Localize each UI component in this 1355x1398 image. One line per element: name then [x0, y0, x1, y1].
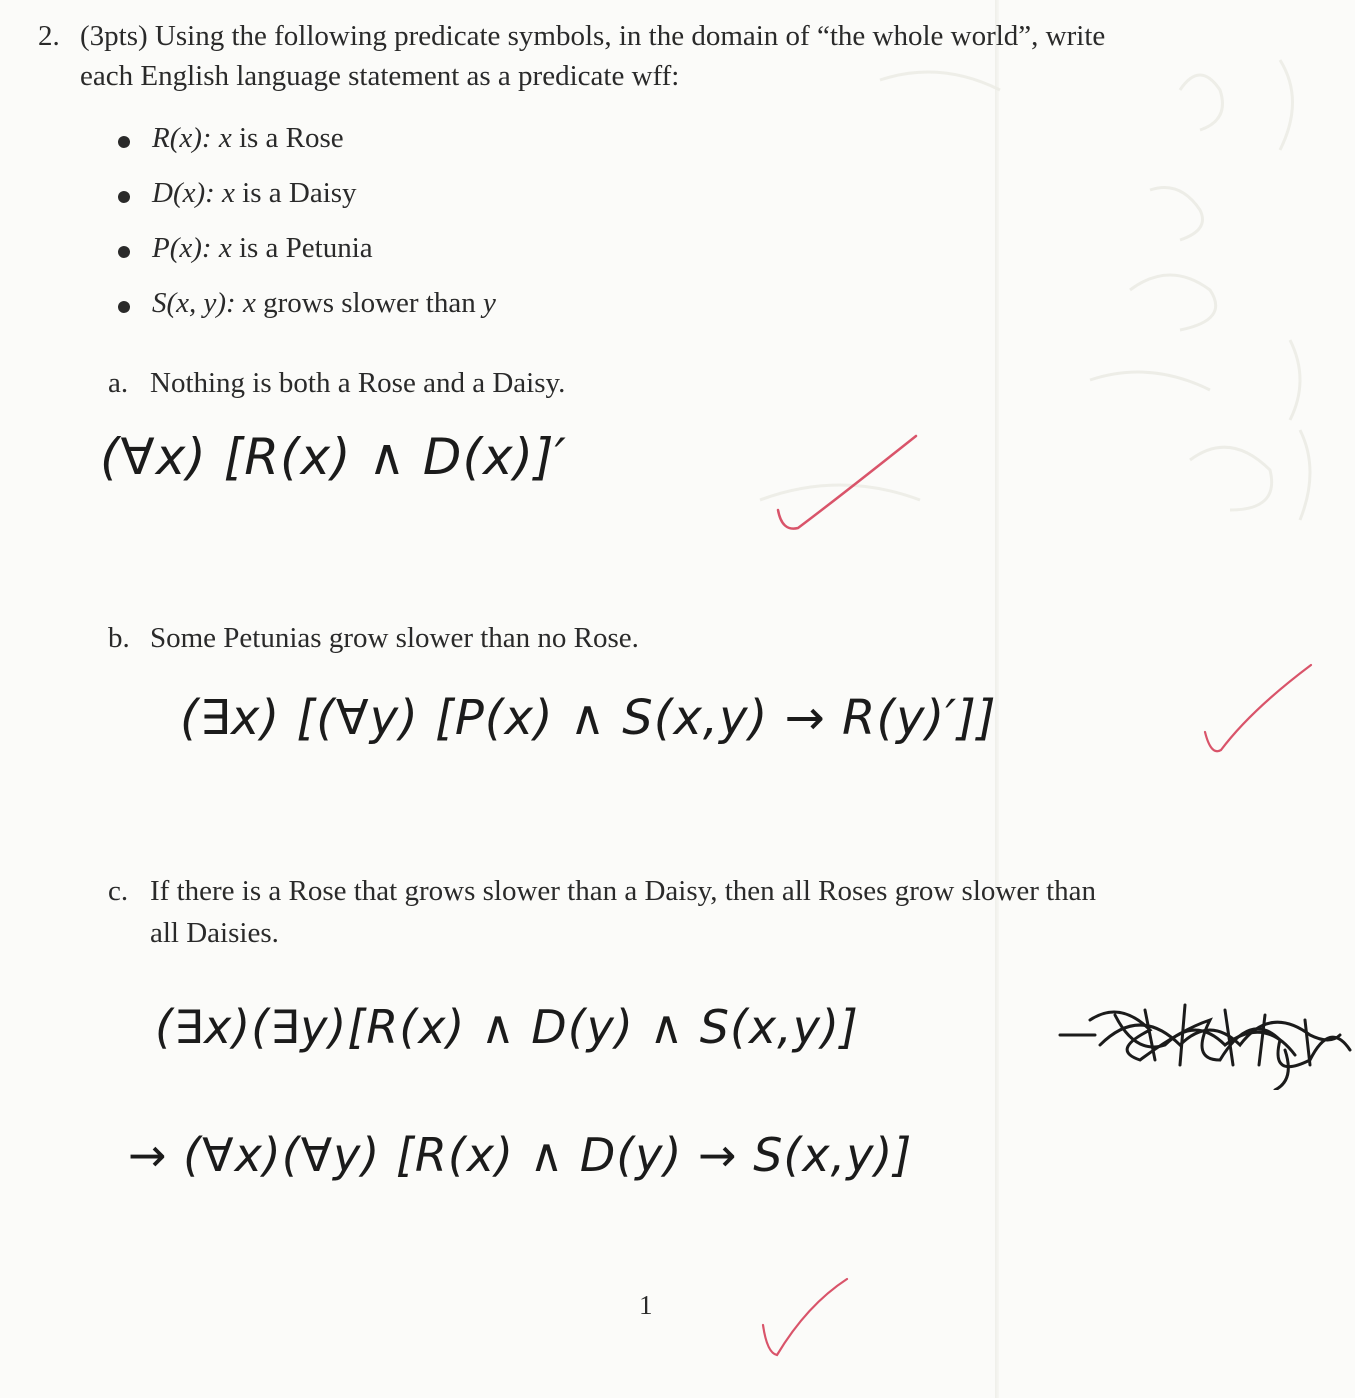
predicate-item	[112, 287, 496, 342]
part-b-answer: (∃x) [(∀y) [P(x) ∧ S(x,y) → R(y)′]]	[180, 690, 997, 746]
question-prompt-line1: (3pts) Using the following predicate symbols, in the domain of “the whole world”, write	[80, 20, 1106, 52]
page-number: 1	[639, 1290, 653, 1320]
part-c-prompt-line2: all Daisies.	[150, 917, 279, 949]
predicate-symbol: D(x):	[152, 177, 215, 209]
bullet-icon	[118, 301, 130, 313]
part-a-answer: (∀x) [R(x) ∧ D(x)]′	[100, 428, 567, 486]
predicate-variable: x	[222, 177, 235, 209]
bullet-icon	[118, 246, 130, 258]
predicate-description: is a Petunia	[238, 232, 373, 264]
part-c-label: c.	[108, 875, 129, 907]
part-b-prompt	[108, 617, 639, 659]
predicate-item	[112, 122, 496, 177]
checkmark-icon	[755, 1275, 855, 1365]
part-c-answer-line1: (∃x)(∃y)[R(x) ∧ D(y) ∧ S(x,y)]	[155, 1000, 859, 1054]
bullet-icon	[118, 191, 130, 203]
question-prompt-line2: each English language statement as a predicate wff:	[80, 60, 680, 92]
predicate-variable: x	[218, 232, 232, 264]
part-b-label: b.	[108, 622, 130, 654]
predicate-description: is a Rose	[238, 122, 344, 154]
checkmark-icon	[770, 432, 920, 537]
predicate-list	[112, 122, 496, 342]
part-a-label: a.	[108, 367, 129, 399]
predicate-symbol: S(x, y):	[152, 287, 236, 319]
predicate-variable: x	[242, 287, 256, 319]
checkmark-icon	[1195, 660, 1315, 760]
part-c-prompt	[108, 870, 1096, 912]
predicate-variable: x	[218, 122, 232, 154]
part-a-text: Nothing is both a Rose and a Daisy.	[150, 367, 566, 399]
predicate-description: grows slower than	[263, 287, 476, 319]
part-c-line1: If there is a Rose that grows slower than a Daisy, then all Roses grow slower than	[150, 875, 1097, 907]
predicate-item	[112, 232, 496, 287]
predicate-item	[112, 177, 496, 232]
part-a-prompt	[108, 362, 565, 404]
crossed-out-scribble	[1055, 990, 1353, 1090]
predicate-symbol: R(x):	[152, 122, 212, 154]
bullet-icon	[118, 136, 130, 148]
predicate-symbol: P(x):	[152, 232, 212, 264]
question-number: 2.	[38, 20, 60, 52]
predicate-description: is a Daisy	[242, 177, 357, 209]
part-c-answer-line2: → (∀x)(∀y) [R(x) ∧ D(y) → S(x,y)]	[128, 1128, 913, 1182]
predicate-variable-2: y	[482, 287, 496, 319]
part-b-text: Some Petunias grow slower than no Rose.	[150, 622, 639, 654]
